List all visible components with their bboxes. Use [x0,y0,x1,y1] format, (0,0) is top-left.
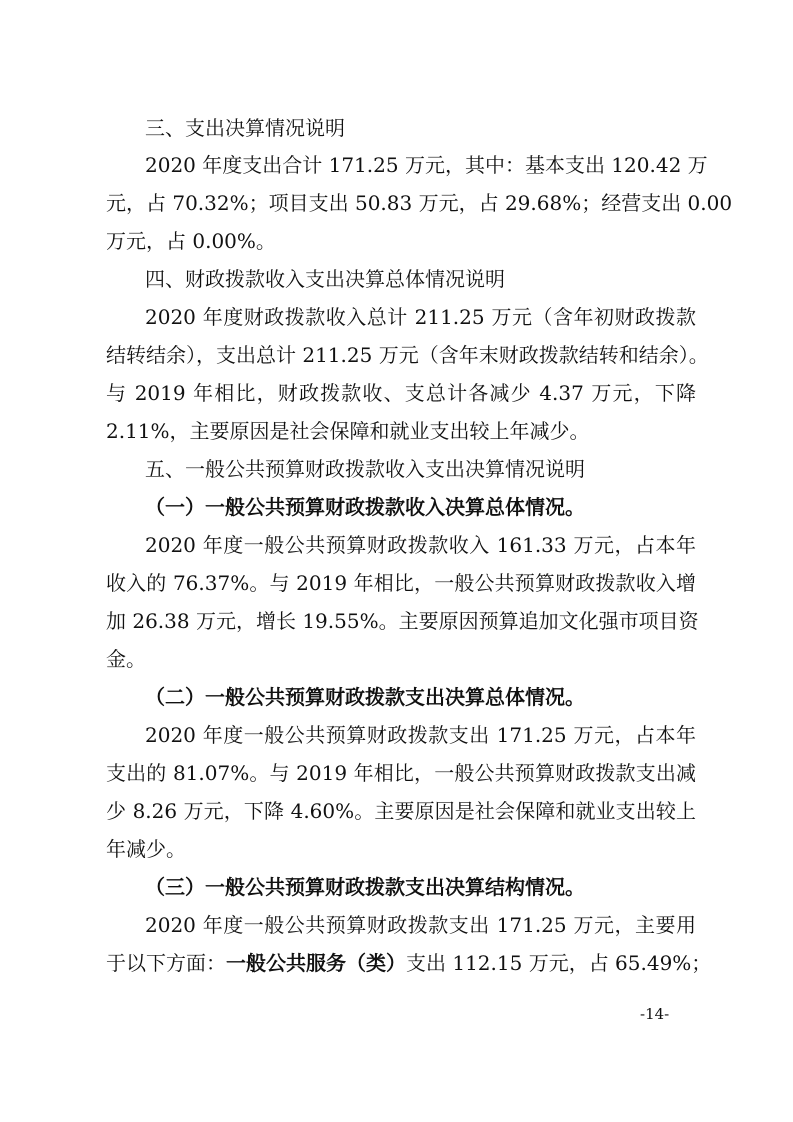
page-number: -14- [640,1005,670,1023]
paragraph-line: 2020 年度财政拨款收入总计 211.25 万元（含年初财政拨款 [145,305,696,329]
paragraph-line: 2020 年度支出合计 171.25 万元，其中：基本支出 120.42 万 [145,153,708,177]
bold-category: 一般公共服务（类） [226,951,406,975]
section-heading-general-budget: 五、一般公共预算财政拨款收入支出决算情况说明 [145,457,585,481]
paragraph-line: 少 8.26 万元，下降 4.60%。主要原因是社会保障和就业支出较上 [106,799,696,823]
paragraph-line: 万元，占 0.00%。 [106,229,276,253]
paragraph-line: 收入的 76.37%。与 2019 年相比，一般公共预算财政拨款收入增 [106,571,696,595]
paragraph-line: 元，占 70.32%；项目支出 50.83 万元，占 29.68%；经营支出 0.00 [106,191,733,215]
section-heading-expenditure: 三、支出决算情况说明 [145,116,345,140]
section-heading-fiscal-overview: 四、财政拨款收入支出决算总体情况说明 [145,267,505,291]
subsection-heading-expenditure: （二）一般公共预算财政拨款支出决算总体情况。 [145,685,585,709]
text-run: 于以下方面： [106,951,226,975]
paragraph-line: 2020 年度一般公共预算财政拨款支出 171.25 万元，占本年 [145,723,696,747]
paragraph-line: 金。 [106,647,146,671]
paragraph-line: 支出的 81.07%。与 2019 年相比，一般公共预算财政拨款支出减 [106,761,696,785]
paragraph-line: 与 2019 年相比，财政拨款收、支总计各减少 4.37 万元，下降 [106,381,696,405]
paragraph-line: 2.11%，主要原因是社会保障和就业支出较上年减少。 [106,419,590,443]
subsection-heading-structure: （三）一般公共预算财政拨款支出决算结构情况。 [145,875,585,899]
paragraph-line: 2020 年度一般公共预算财政拨款收入 161.33 万元，占本年 [145,533,696,557]
paragraph-line: 2020 年度一般公共预算财政拨款支出 171.25 万元，主要用 [145,913,696,937]
paragraph-line: 加 26.38 万元，增长 19.55%。主要原因预算追加文化强市项目资 [106,609,699,633]
subsection-heading-income: （一）一般公共预算财政拨款收入决算总体情况。 [145,495,585,519]
text-run: 支出 112.15 万元，占 65.49%； [406,951,712,975]
paragraph-line: 年减少。 [106,837,186,861]
paragraph-line: 结转结余），支出总计 211.25 万元（含年末财政拨款结转和结余）。 [106,343,709,367]
paragraph-line-mixed [106,951,712,975]
